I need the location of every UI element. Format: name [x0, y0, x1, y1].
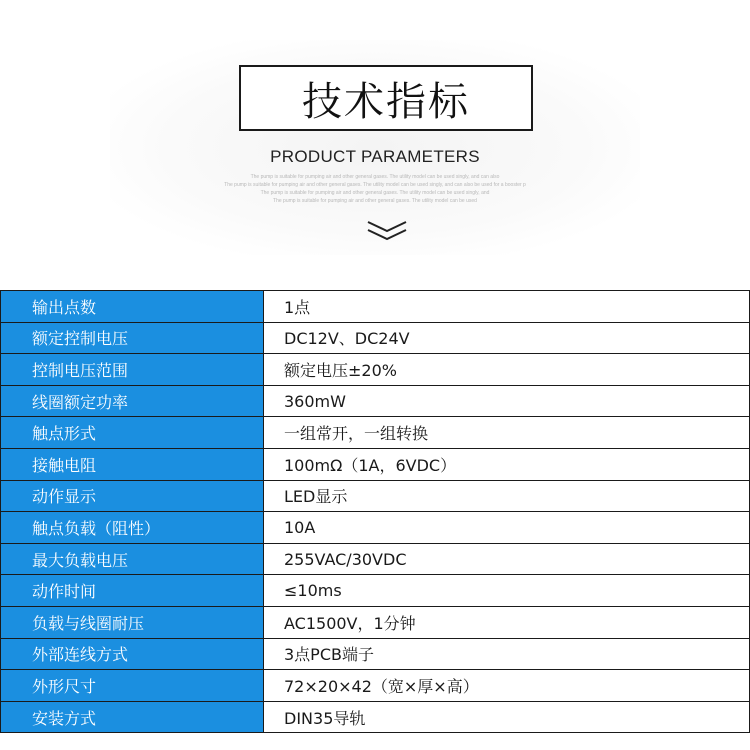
- page-subtitle: PRODUCT PARAMETERS: [270, 147, 480, 166]
- spec-label: 安装方式: [1, 701, 264, 733]
- table-row: [1, 543, 750, 575]
- table-row: [1, 512, 750, 544]
- spec-value: 255VAC/30VDC: [264, 543, 750, 575]
- double-chevron-down-icon: [366, 220, 408, 242]
- fine-print-line: The pump is suitable for pumping air and other general gases. The utility model can be used: [273, 198, 477, 204]
- title-box: [239, 65, 533, 131]
- spec-label: 额定控制电压: [1, 322, 264, 354]
- table-row: [1, 291, 750, 323]
- spec-label: 控制电压范围: [1, 354, 264, 386]
- spec-label: 触点负载（阻性）: [1, 512, 264, 544]
- spec-value: AC1500V，1分钟: [264, 606, 750, 638]
- spec-label: 动作显示: [1, 480, 264, 512]
- spec-value: LED显示: [264, 480, 750, 512]
- table-row: [1, 606, 750, 638]
- spec-value: DC12V、DC24V: [264, 322, 750, 354]
- table-row: [1, 322, 750, 354]
- spec-value: 10A: [264, 512, 750, 544]
- spec-label: 外形尺寸: [1, 670, 264, 702]
- spec-label: 线圈额定功率: [1, 385, 264, 417]
- spec-value: 72×20×42（宽×厚×高）: [264, 670, 750, 702]
- page-title: 技术指标: [302, 78, 470, 125]
- table-row: [1, 480, 750, 512]
- spec-value: 额定电压±20%: [264, 354, 750, 386]
- fine-print-line: The pump is suitable for pumping air and other general gases. The utility model can be used singly, and can also be used for a booster p: [224, 182, 526, 188]
- spec-table: [0, 290, 750, 733]
- spec-label: 外部连线方式: [1, 638, 264, 670]
- spec-label: 最大负载电压: [1, 543, 264, 575]
- fine-print-line: The pump is suitable for pumping air and other general gases. The utility model can be used singly, and: [260, 190, 490, 196]
- table-row: [1, 354, 750, 386]
- spec-value: DIN35导轨: [264, 701, 750, 733]
- spec-label: 负载与线圈耐压: [1, 606, 264, 638]
- spec-label: 接触电阻: [1, 448, 264, 480]
- spec-value: 1点: [264, 291, 750, 323]
- table-row: [1, 448, 750, 480]
- spec-value: ≤10ms: [264, 575, 750, 607]
- table-row: [1, 575, 750, 607]
- spec-label: 动作时间: [1, 575, 264, 607]
- fine-print-line: The pump is suitable for pumping air and other general gases. The utility model can be used singly, and can also: [250, 174, 500, 180]
- table-row: [1, 385, 750, 417]
- table-row: [1, 701, 750, 733]
- table-row: [1, 638, 750, 670]
- spec-label: 触点形式: [1, 417, 264, 449]
- table-row: [1, 670, 750, 702]
- table-row: [1, 417, 750, 449]
- header-banner: [0, 0, 750, 290]
- spec-value: 100mΩ（1A，6VDC）: [264, 448, 750, 480]
- spec-value: 一组常开，一组转换: [264, 417, 750, 449]
- spec-label: 输出点数: [1, 291, 264, 323]
- spec-value: 360mW: [264, 385, 750, 417]
- spec-value: 3点PCB端子: [264, 638, 750, 670]
